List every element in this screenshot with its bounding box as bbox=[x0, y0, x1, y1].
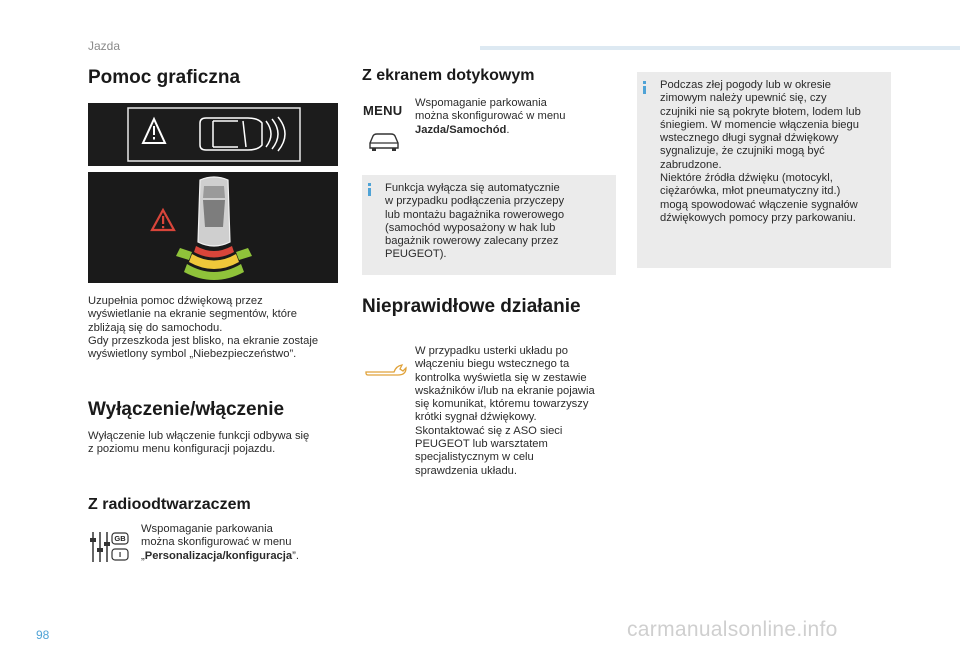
radio-badge-2: I bbox=[118, 550, 122, 559]
parking-display-top-graphic bbox=[88, 103, 338, 166]
info-icon bbox=[643, 86, 646, 94]
note-weather-text: Podczas złej pogody lub w okresie zimowym należy upewnić się, czy czujniki nie są pokryte błotem, lodem lub śniegiem. W momencie włączenia biegu wstecznego długi sygnał dźwiękowy sygnalizuje, że czujniki mogą być zabrudzone. Niektóre źródła dźwięku (motocykl, ciężarówka, młot pneumatyczny itd.) mogą spowodować włączenie sygnałów dźwiękowych pomocy przy parkowaniu. bbox=[660, 79, 861, 224]
warning-icon-red bbox=[152, 210, 174, 230]
malfunction-description: W przypadku usterki układu po włączeniu biegu wstecznego ta kontrolka wyświetla się w zestawie wskaźników i/lub na ekranie pojawia się komunikat, któremu towarzyszy krótki sygnał dźwiękowy. Skontaktować się z ASO sieci PEUGEOT lub warsztatem specjalistycznym w celu sprawdzenia układu. bbox=[415, 345, 595, 477]
note-trailer-text: Funkcja wyłącza się automatycznie w przypadku podłączenia przyczepy lub montażu bagażnika rowerowego (samochód wyposażony w hak lub bagażnik rowerowy zalecany przez PEUGEOT). bbox=[385, 182, 565, 261]
page-number: 98 bbox=[36, 628, 50, 642]
radio-menu-path: Personalizacja/konfiguracja bbox=[144, 549, 293, 562]
title-graphic-aid: Pomoc graficzna bbox=[88, 67, 241, 88]
parking-display-top bbox=[88, 103, 338, 166]
title-malfunction: Nieprawidłowe działanie bbox=[362, 296, 581, 317]
note-trailer bbox=[362, 175, 616, 275]
title-touchscreen: Z ekranem dotykowym bbox=[362, 67, 535, 84]
car-topview-icon bbox=[198, 177, 230, 246]
car-outline-icon bbox=[200, 117, 285, 151]
header-bar bbox=[480, 46, 960, 50]
radio-settings-icon bbox=[88, 530, 130, 564]
warning-icon-white bbox=[143, 119, 165, 143]
graphic-aid-description: Uzupełnia pomoc dźwiękową przez wyświetlanie na ekranie segmentów, które zbliżają się do samochodu. Gdy przeszkoda jest blisko, na ekranie zostaje wyświetlony symbol „Niebezpieczeństwo”. bbox=[88, 295, 319, 361]
sensor-segments bbox=[176, 246, 252, 280]
parking-display-bottom-graphic bbox=[88, 172, 338, 283]
toggle-description: Wyłączenie lub włączenie funkcji odbywa się z poziomu menu konfiguracji pojazdu. bbox=[88, 430, 310, 456]
section-label: Jazda bbox=[88, 39, 121, 53]
info-icon bbox=[368, 188, 371, 196]
parking-display-bottom bbox=[88, 172, 338, 283]
title-toggle: Wyłączenie/włączenie bbox=[88, 399, 285, 420]
touch-menu-path: Jazda/Samochód bbox=[415, 123, 507, 136]
radio-badge-1: GB bbox=[114, 534, 126, 543]
watermark: carmanualsonline.info bbox=[627, 618, 838, 641]
touchscreen-description: Wspomaganie parkowania można skonfigurować w menu Jazda/Samochód. bbox=[415, 97, 566, 136]
menu-label: MENU bbox=[363, 103, 403, 118]
car-menu-icon bbox=[367, 130, 401, 157]
note-weather bbox=[637, 72, 891, 268]
wrench-icon bbox=[364, 362, 408, 383]
radio-description: Wspomaganie parkowania można skonfigurować w menu „Personalizacja/konfiguracja”. bbox=[141, 523, 299, 562]
title-radio: Z radioodtwarzaczem bbox=[88, 496, 251, 513]
